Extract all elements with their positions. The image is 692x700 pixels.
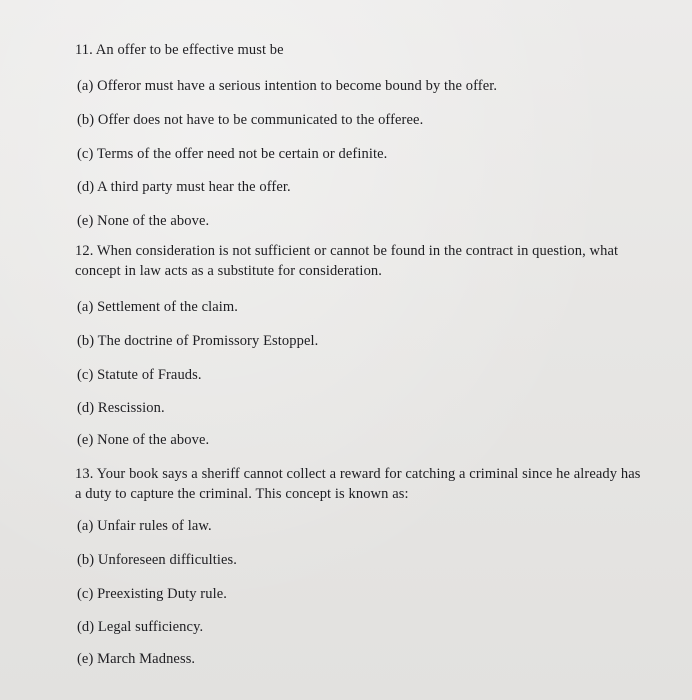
question-12-option-b: (b) The doctrine of Promissory Estoppel.	[77, 333, 319, 349]
question-11-option-b: (b) Offer does not have to be communicated to the offeree.	[77, 112, 424, 128]
question-12-option-e: (e) None of the above.	[77, 432, 210, 448]
question-13-option-d: (d) Legal sufficiency.	[77, 619, 204, 635]
question-11-option-c: (c) Terms of the offer need not be certain or definite.	[77, 146, 388, 162]
question-12-text-line2: concept in law acts as a substitute for consideration.	[75, 263, 382, 279]
question-11-text: 11. An offer to be effective must be	[75, 42, 284, 58]
question-13-text-line1: 13. Your book says a sheriff cannot collect a reward for catching a criminal since he already has	[75, 466, 641, 482]
question-13-option-e: (e) March Madness.	[77, 651, 196, 667]
question-12-option-a: (a) Settlement of the claim.	[77, 299, 239, 315]
question-13-option-b: (b) Unforeseen difficulties.	[77, 552, 237, 568]
question-11-option-e: (e) None of the above.	[77, 213, 210, 229]
question-12-text-line1: 12. When consideration is not sufficient or cannot be found in the contract in question, what	[75, 243, 619, 259]
question-13-text-line2: a duty to capture the criminal. This concept is known as:	[75, 486, 409, 502]
question-11-option-a: (a) Offeror must have a serious intention to become bound by the offer.	[77, 78, 498, 94]
question-13-option-c: (c) Preexisting Duty rule.	[77, 586, 227, 602]
question-11-option-d: (d) A third party must hear the offer.	[77, 179, 291, 195]
question-12-option-c: (c) Statute of Frauds.	[77, 367, 202, 383]
question-12-option-d: (d) Rescission.	[77, 400, 165, 416]
question-13-option-a: (a) Unfair rules of law.	[77, 518, 212, 534]
